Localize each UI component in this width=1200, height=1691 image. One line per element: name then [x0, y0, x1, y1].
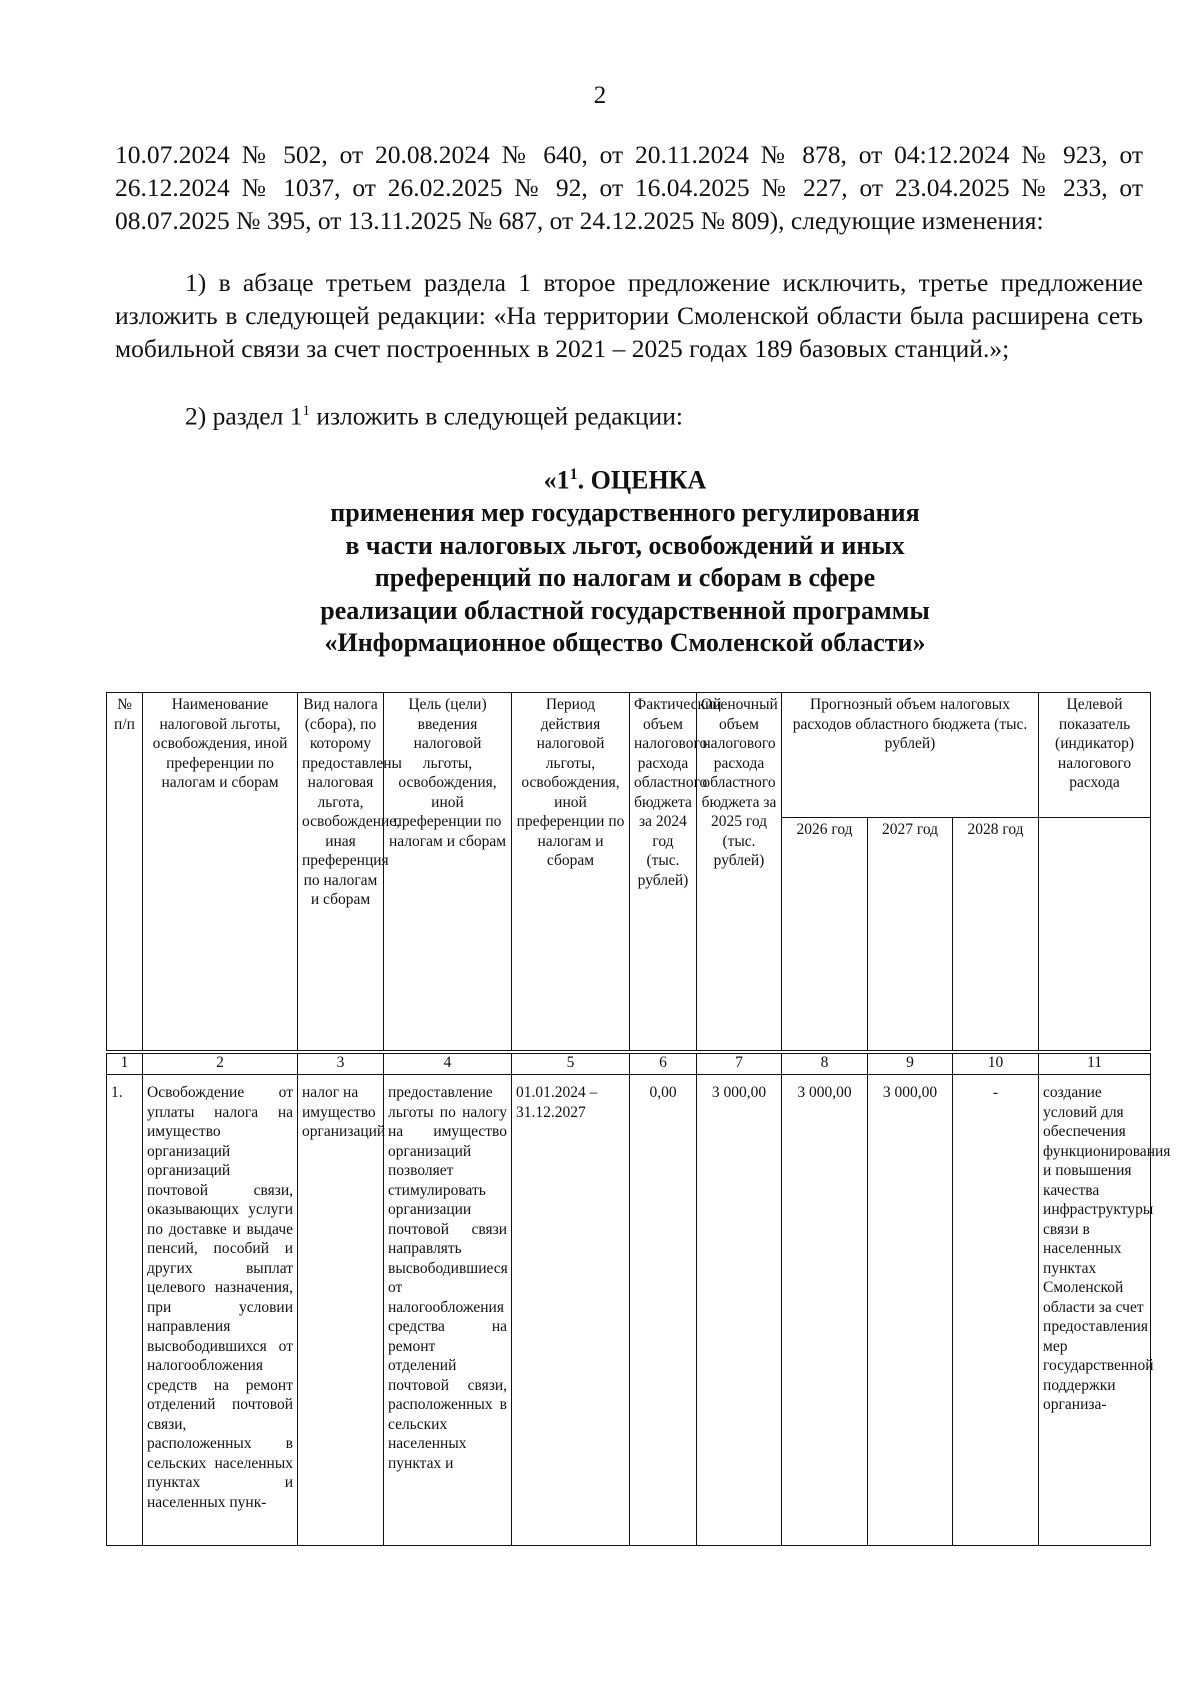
section-subtitle-line: «Информационное общество Смоленской области» — [324, 628, 926, 658]
section-subtitle-line: реализации областной государственной программы — [320, 595, 930, 625]
header-forecast-group: Прогнозный объем налоговых расходов областного бюджета (тыс. рублей) — [782, 693, 1039, 818]
cell-period: 01.01.2024 – 31.12.2027 — [512, 1075, 630, 1546]
paragraph-item-1: 1) в абзаце третьем раздела 1 второе предложение исключить, третье предложение изложить в следующей редакции: «На территории Смоленской области была расширена сеть мобильной связи за счет построенных в 2021 – 2025 годах 189 базовых станций.»; — [115, 268, 1143, 363]
header-estimated: Оценочный объем налогового расхода областного бюджета за 2025 год (тыс. рублей) — [697, 693, 782, 1053]
cell-2026: 3 000,00 — [782, 1075, 868, 1546]
paragraph-item-2-start: 2) раздел 1 — [185, 401, 303, 431]
header-target: Целевой показатель (индикатор) налогового расхода — [1039, 693, 1151, 818]
paragraph-item-2-end: изложить в следующей редакции: — [309, 401, 683, 431]
page-number: 2 — [593, 82, 607, 109]
cell-name: Освобождение от уплаты налога на имущество организаций организаций почтовой связи, оказывающих услуги по доставке и выдаче пенсий, пособий и других выплат целевого назначения, при условии направления высвободившихся от налогообложения средств на ремонт отделений почтовой связи, расположенных в сельских населенных пунктах и населенных пунк- — [143, 1075, 298, 1546]
header-name: Наименование налоговой льготы, освобождения, иной преференции по налогам и сборам — [143, 693, 298, 1053]
column-number: 7 — [697, 1052, 782, 1075]
column-number: 11 — [1039, 1052, 1151, 1075]
column-number: 1 — [107, 1052, 143, 1075]
section-subtitle-line: преференций по налогам и сборам в сфере — [374, 563, 876, 593]
column-number: 6 — [630, 1052, 697, 1075]
cell-2028: - — [953, 1075, 1039, 1546]
section-subtitle-line: применения мер государственного регулирования — [330, 498, 920, 528]
section-title-text: . ОЦЕНКА — [577, 465, 707, 495]
paragraph-amendments-list: 10.07.2024 № 502, от 20.08.2024 № 640, от 20.11.2024 № 878, от 04:12.2024 № 923, от 26.12.2024 № 1037, от 26.02.2025 № 92, от 16.04.2025 № 227, от 23.04.2025 № 233, от 08.07.2025 № 395, от 13.11.2025 № 687, от 24.12.2025 № 809), следующие изменения: — [115, 140, 1143, 235]
section-heading — [200, 459, 1050, 660]
header-goal: Цель (цели) введения налоговой льготы, освобождения, иной преференции по налогам и сборам — [384, 693, 512, 1053]
column-number: 9 — [868, 1052, 953, 1075]
section-title — [200, 459, 1050, 497]
header-num: № п/п — [107, 693, 143, 1053]
section-title-prefix: «1 — [543, 465, 570, 495]
table-row — [107, 1075, 1151, 1546]
cell-num: 1. — [107, 1075, 143, 1546]
header-actual: Фактический объем налогового расхода областного бюджета за 2024 год (тыс. рублей) — [630, 693, 697, 1053]
column-number: 2 — [143, 1052, 298, 1075]
cell-target: создание условий для обеспечения функционирования и повышения качества инфраструктуры связи в населенных пунктах Смоленской области за счет предоставления мер государственной поддержки организа- — [1039, 1075, 1151, 1546]
paragraph-item-2 — [185, 395, 1143, 433]
header-target-empty — [1039, 818, 1151, 1053]
section-title-sup: 1 — [569, 466, 578, 483]
header-period: Период действия налоговой льготы, освобождения, иной преференции по налогам и сборам — [512, 693, 630, 1053]
column-number: 8 — [782, 1052, 868, 1075]
column-number: 5 — [512, 1052, 630, 1075]
header-tax-type: Вид налога (сбора), по которому предоставлены налоговая льгота, освобождение, иная преференция по налогам и сборам — [298, 693, 384, 1053]
header-year: 2028 год — [953, 818, 1039, 1053]
column-number: 10 — [953, 1052, 1039, 1075]
section-subtitle-line: в части налоговых льгот, освобождений и иных — [345, 530, 905, 560]
header-year: 2026 год — [782, 818, 868, 1053]
column-number: 4 — [384, 1052, 512, 1075]
column-number: 3 — [298, 1052, 384, 1075]
header-year: 2027 год — [868, 818, 953, 1053]
cell-actual: 0,00 — [630, 1075, 697, 1546]
cell-tax-type: налог на имущество организаций — [298, 1075, 384, 1546]
tax-expenditure-table — [106, 692, 1171, 1546]
cell-2027: 3 000,00 — [868, 1075, 953, 1546]
cell-goal: предоставление льготы по налогу на имущество организаций позволяет стимулировать организации почтовой связи направлять высвободившиеся от налогообложения средства на ремонт отделений почтовой связи, расположенных в сельских населенных пунктах и — [384, 1075, 512, 1546]
paragraph-item-2-sup: 1 — [302, 403, 310, 419]
cell-estimated: 3 000,00 — [697, 1075, 782, 1546]
